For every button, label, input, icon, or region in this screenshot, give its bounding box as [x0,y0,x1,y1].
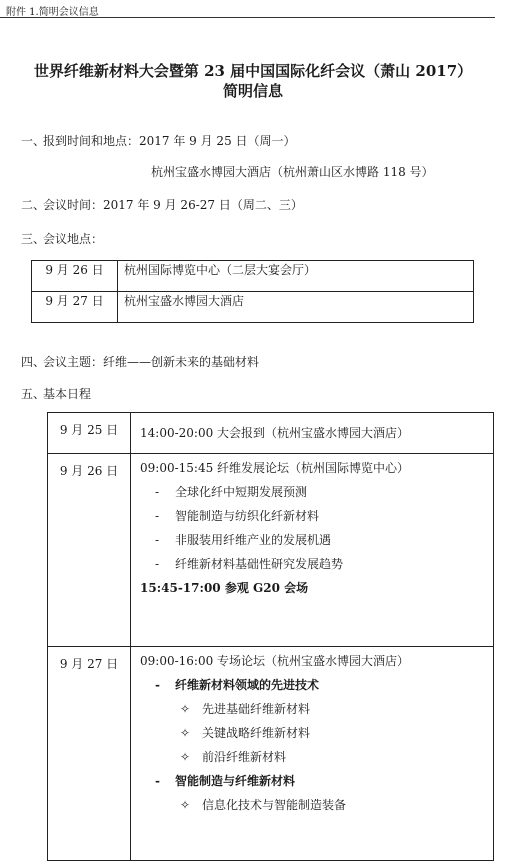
section-text: 基本日程 [43,387,92,401]
dash-bullet: - [155,678,160,692]
schedule-cell [131,454,494,647]
header-rule [0,17,495,18]
attachment-header: 附件 1.简明会议信息 [6,7,99,18]
venue-date: 9 月 27 日 [32,292,118,323]
table-row [48,454,494,647]
section-meeting-time [21,196,303,213]
schedule-date: 9 月 26 日 [48,454,131,647]
registration-venue: 杭州宝盛水博园大酒店（杭州萧山区水博路 118 号） [151,165,434,179]
schedule-text: 14:00-20:00 大会报到（杭州宝盛水博园大酒店） [140,426,410,440]
table-row [48,413,494,454]
dash-bullet: - [155,509,160,523]
session-heading: 09:00-15:45 纤维发展论坛（杭州国际博览中心） [140,461,410,475]
schedule-cell [131,647,494,861]
table-row [32,261,474,292]
item-text: 纤维新材料基础性研究发展趋势 [175,557,344,571]
item-text: 非服装用纤维产业的发展机遇 [175,533,332,547]
diamond-icon: ✧ [180,750,191,764]
section-number: 一、 [21,134,46,148]
item-text: 先进基础纤维新材料 [202,702,311,716]
diamond-icon: ✧ [180,798,191,812]
item-text: 全球化纤中短期发展预测 [175,485,308,499]
table-row [48,647,494,861]
section-number: 二、 [21,198,46,212]
item-text: 前沿纤维新材料 [202,750,287,764]
item-text: 智能制造与纺织化纤新材料 [175,509,320,523]
venue-place: 杭州国际博览中心（二层大宴会厅） [118,261,474,292]
section-text: 会议时间：2017 年 9 月 26-27 日（周二、三） [43,198,303,212]
section-schedule [21,385,91,402]
item-text: 信息化技术与智能制造装备 [202,798,347,812]
table-row [32,292,474,323]
venue-place: 杭州宝盛水博园大酒店 [118,292,474,323]
list-item [140,552,493,576]
section-number: 五、 [21,387,46,401]
sub-item [140,721,493,745]
session-heading: 09:00-16:00 专场论坛（杭州宝盛水博园大酒店） [140,654,410,668]
section-number: 四、 [21,355,46,369]
list-item [140,504,493,528]
list-item [140,480,493,504]
section-text: 报到时间和地点：2017 年 9 月 25 日（周一） [43,134,296,148]
section-text: 会议主题：纤维——创新未来的基础材料 [43,355,260,369]
item-text: 关键战略纤维新材料 [202,726,311,740]
schedule-table [47,412,494,861]
document-title: 世界纤维新材料大会暨第 23 届中国国际化纤会议（萧山 2017） [33,62,473,80]
section-theme [21,353,259,370]
list-item [140,528,493,552]
dash-bullet: - [155,774,160,788]
section-text: 会议地点： [43,232,104,246]
item-text: 智能制造与纤维新材料 [175,774,296,788]
dash-bullet: - [155,557,160,571]
sub-item [140,793,493,817]
venue-table [31,260,474,323]
schedule-cell [131,413,494,454]
item-text: 纤维新材料领域的先进技术 [175,678,320,692]
sub-item [140,745,493,769]
dash-bullet: - [155,485,160,499]
venue-date: 9 月 26 日 [32,261,118,292]
diamond-icon: ✧ [180,702,191,716]
schedule-date: 9 月 27 日 [48,647,131,861]
document-subtitle: 简明信息 [222,82,283,100]
sub-item [140,697,493,721]
schedule-date: 9 月 25 日 [48,413,131,454]
section-venue [21,230,103,247]
dash-bullet: - [155,533,160,547]
session-footer: 15:45-17:00 参观 G20 会场 [140,581,309,595]
section-number: 三、 [21,232,46,246]
diamond-icon: ✧ [180,726,191,740]
list-item [140,673,493,697]
section-registration [21,132,296,149]
list-item [140,769,493,793]
